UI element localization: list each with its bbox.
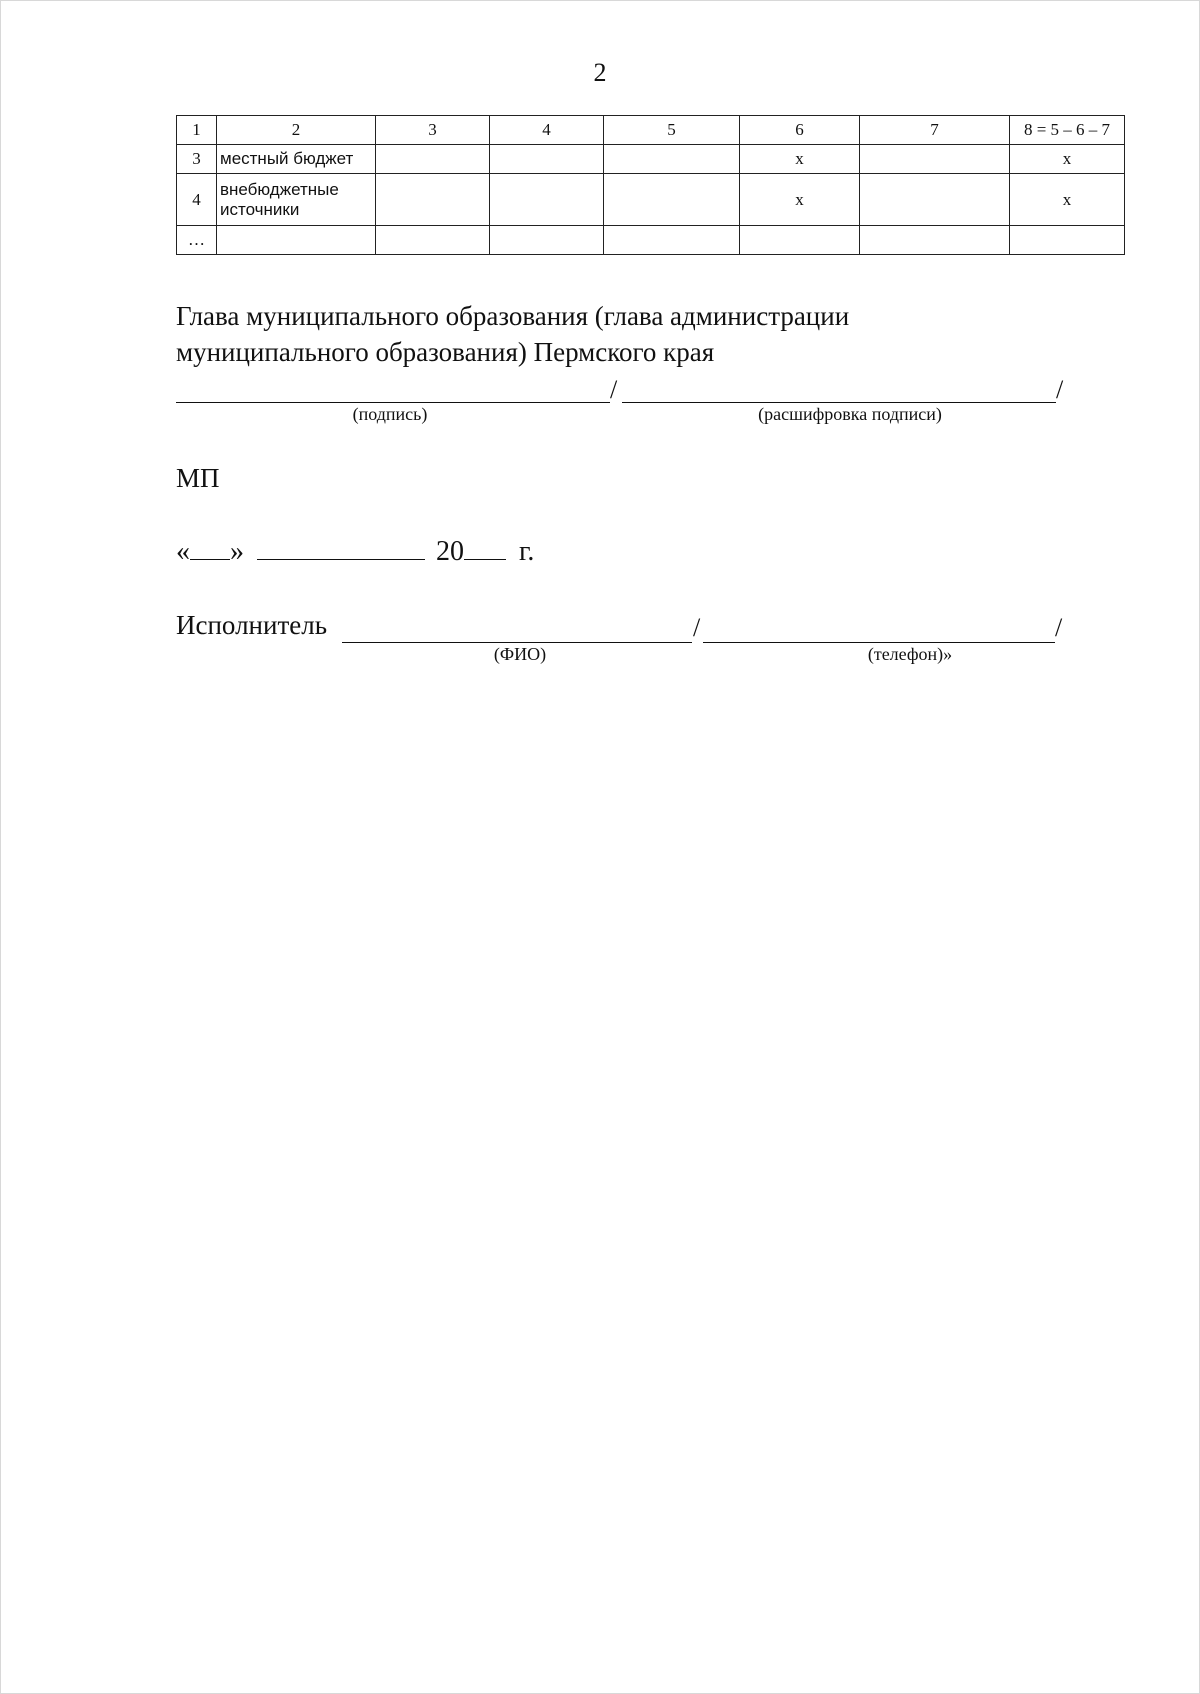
signature-decoding-line[interactable] (622, 402, 1056, 403)
table-cell (1010, 226, 1125, 255)
table-cell: x (1010, 174, 1125, 226)
table-cell (376, 226, 490, 255)
head-title (176, 298, 1036, 370)
date-year-prefix: 20 (436, 536, 464, 567)
signature-end-slash: / (1056, 375, 1064, 404)
date-open-quote: « (176, 536, 190, 567)
page-number: 2 (593, 58, 607, 87)
table-cell: x (740, 174, 860, 226)
table-header-cell: 7 (860, 116, 1010, 145)
table-row (177, 226, 1125, 255)
table-row (177, 174, 1125, 226)
funding-table (176, 115, 1125, 255)
table-cell (860, 174, 1010, 226)
executor-label: Исполнитель (176, 610, 328, 640)
executor-name-caption: (ФИО) (493, 644, 547, 664)
executor-phone-line[interactable] (703, 642, 1055, 643)
table-cell: 4 (177, 174, 217, 226)
table-cell (860, 145, 1010, 174)
signature-slash: / (610, 375, 618, 404)
table-header-row (177, 116, 1125, 145)
table-cell (490, 226, 604, 255)
signature-caption: (подпись) (352, 404, 428, 424)
table-header-cell: 8 = 5 – 6 – 7 (1010, 116, 1125, 145)
table-header-cell: 1 (177, 116, 217, 145)
table-row (177, 145, 1125, 174)
table-cell (376, 145, 490, 174)
table-cell: x (740, 145, 860, 174)
table-cell (490, 145, 604, 174)
table-header-cell: 3 (376, 116, 490, 145)
table-header-cell: 5 (604, 116, 740, 145)
executor-slash: / (693, 613, 701, 642)
signature-line[interactable] (176, 402, 610, 403)
table-cell (604, 145, 740, 174)
executor-end-slash: / (1055, 613, 1063, 642)
table-cell: внебюджетные источники (217, 174, 376, 226)
table-cell (604, 174, 740, 226)
stamp-label: МП (176, 463, 220, 493)
table-cell (740, 226, 860, 255)
date-month-field[interactable] (257, 537, 425, 560)
table-cell (376, 174, 490, 226)
table-header-cell: 4 (490, 116, 604, 145)
table-header-cell: 2 (217, 116, 376, 145)
table-cell: 3 (177, 145, 217, 174)
table-cell (604, 226, 740, 255)
table-header-cell: 6 (740, 116, 860, 145)
date-line (176, 536, 534, 568)
table-cell: местный бюджет (217, 145, 376, 174)
head-title-line: муниципального образования) Пермского края (176, 337, 715, 367)
table-cell: x (1010, 145, 1125, 174)
table-cell (860, 226, 1010, 255)
signature-decoding-caption: (расшифровка подписи) (758, 404, 942, 424)
table-cell: … (177, 226, 217, 255)
date-year-field[interactable] (464, 537, 506, 560)
table-cell (217, 226, 376, 255)
head-title-line: Глава муниципального образования (глава администрации (176, 301, 850, 331)
executor-name-line[interactable] (342, 642, 692, 643)
date-close-quote: » (230, 536, 244, 567)
date-day-field[interactable] (190, 537, 230, 560)
executor-phone-caption: (телефон)» (867, 644, 953, 664)
table-cell (490, 174, 604, 226)
date-year-suffix: г. (519, 536, 535, 567)
